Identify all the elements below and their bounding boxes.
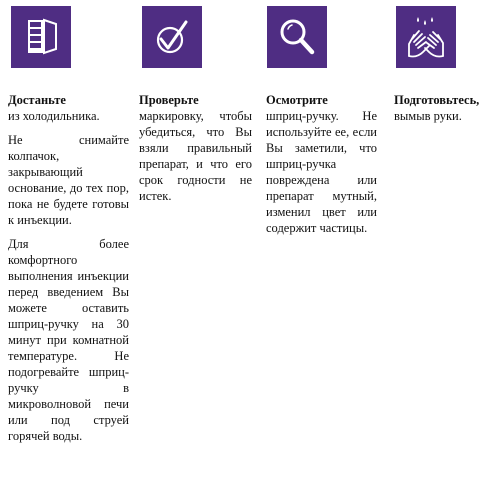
checkmark-circle-icon — [142, 6, 202, 68]
step-3 — [266, 6, 377, 236]
step-2 — [139, 6, 252, 204]
step-3-title: Осмотрите — [266, 93, 328, 107]
magnifier-icon — [267, 6, 327, 68]
step-4-title: Подготовьтесь, — [394, 93, 480, 107]
step-4 — [394, 6, 496, 124]
step-3-text-1: шприц-ручку. Не используйте ее, если Вы заметили, что шприц-ручка повреждена или препарат мутный, изменил цвет или содержит частицы. — [266, 109, 377, 235]
hand-washing-icon — [396, 6, 456, 68]
step-1-text-3: Для более комфортного выполнения инъекции перед введением Вы можете оставить шприц-ручку на 30 минут при комнатной температуре. Не подогревайте шприц-ручку в микроволновой печи или под струей горячей воды. — [8, 237, 129, 443]
step-1-text-2: Не снимайте колпачок, закрывающий основание, до тех пор, пока не будете готовы к инъекции. — [8, 133, 129, 227]
step-2-title: Проверьте — [139, 93, 199, 107]
refrigerator-icon — [11, 6, 71, 68]
step-2-text-1: маркировку, чтобы убедиться, что Вы взяли правильный препарат, и что его срок годности не истек. — [139, 109, 252, 203]
step-4-text-1: вымыв руки. — [394, 109, 462, 123]
step-1-title: Достаньте — [8, 93, 66, 107]
step-1 — [8, 6, 129, 444]
step-1-text-1: из холодильника. — [8, 109, 100, 123]
